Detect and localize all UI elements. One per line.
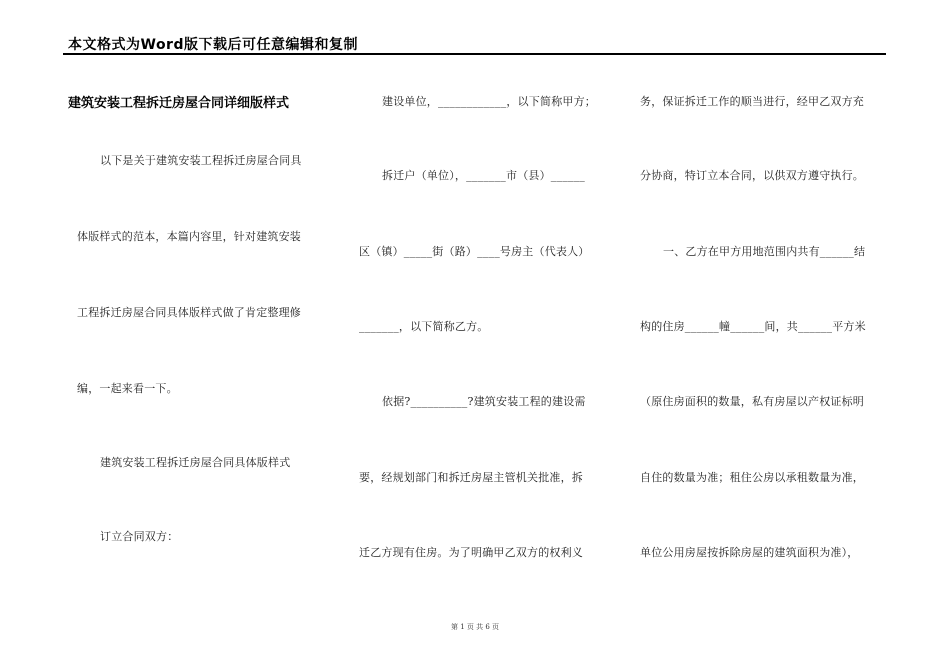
col2-line-1: 建设单位，____________，以下简称甲方； <box>382 95 596 108</box>
col1-line-1: 以下是关于建筑安装工程拆迁房屋合同具 <box>100 154 302 167</box>
col1-line-3: 工程拆迁房屋合同具体版样式做了肯定整理修 <box>77 306 301 319</box>
document-title: 建筑安装工程拆迁房屋合同详细版样式 <box>68 96 290 111</box>
col3-line-6: 自住的数量为准；租住公房以承租数量为准， <box>640 471 864 484</box>
col3-line-3: 一、乙方在甲方用地范围内共有______结 <box>663 245 866 258</box>
col3-line-4: 构的住房______幢______间，共______平方米 <box>640 320 866 333</box>
col1-line-4: 编，一起来看一下。 <box>77 382 178 395</box>
col3-line-1: 务，保证拆迁工作的顺当进行，经甲乙双方充 <box>640 95 864 108</box>
header-divider <box>63 53 886 55</box>
col2-line-7: 迁乙方现有住房。为了明确甲乙双方的权利义 <box>359 546 583 559</box>
document-header-title: 本文格式为Word版下载后可任意编辑和复制 <box>68 37 358 53</box>
page-number: 第 1 页 共 6 页 <box>450 623 500 631</box>
col3-line-7: 单位公用房屋按拆除房屋的建筑面积为准）， <box>640 546 859 559</box>
col2-line-4: _______，以下简称乙方。 <box>359 320 489 333</box>
col2-line-3: 区（镇）_____街（路）____号房主（代表人） <box>359 245 590 258</box>
col3-line-5: （原住房面积的数量，私有房屋以产权证标明 <box>640 395 864 408</box>
col3-line-2: 分协商，特订立本合同，以供双方遵守执行。 <box>640 169 864 182</box>
col1-line-2: 体版样式的范本，本篇内容里，针对建筑安装 <box>77 230 301 243</box>
col2-line-2: 拆迁户（单位），_______市（县）______ <box>382 169 585 182</box>
col1-line-6: 订立合同双方： <box>100 530 179 543</box>
col2-line-5: 依据?__________?建筑安装工程的建设需 <box>382 395 586 408</box>
col1-line-5: 建筑安装工程拆迁房屋合同具体版样式 <box>100 456 291 469</box>
col2-line-6: 要，经规划部门和拆迁房屋主管机关批准，拆 <box>359 471 583 484</box>
